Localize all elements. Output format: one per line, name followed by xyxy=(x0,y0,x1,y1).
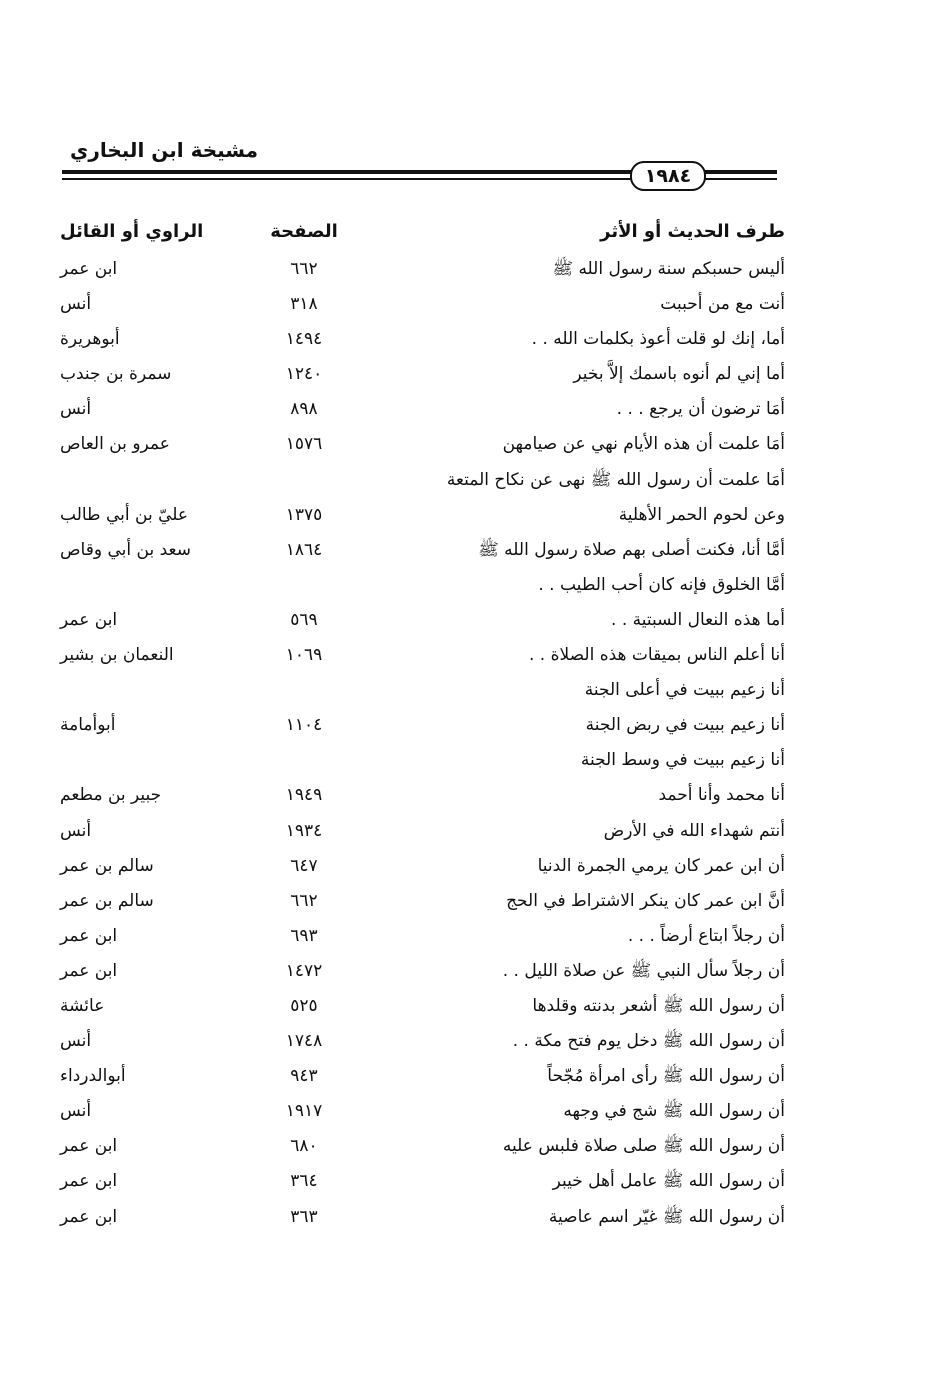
table-row xyxy=(60,1024,785,1059)
table-header-row xyxy=(60,212,785,252)
hadith-text: أما إني لم أنوه باسمك إلاَّ بخير xyxy=(573,364,785,385)
narrator-cell xyxy=(60,322,240,357)
page-number-badge: ١٩٨٤ xyxy=(630,161,706,191)
index-table xyxy=(60,212,785,1235)
hadith-text: أن رسول الله ﷺ صلى صلاة فلبس عليه xyxy=(502,1136,785,1157)
table-row xyxy=(60,357,785,392)
hadith-text: أنا محمد وأنا أحمد xyxy=(658,785,785,806)
narrator-name: عائشة xyxy=(60,995,105,1016)
hadith-text: أن ابن عمر كان يرمي الجمرة الدنيا xyxy=(537,855,785,876)
narrator-name: أبوالدرداء xyxy=(60,1066,126,1087)
narrator-name: النعمان بن بشير xyxy=(60,645,174,666)
table-row xyxy=(60,954,785,989)
narrator-cell xyxy=(60,392,240,427)
narrator-cell xyxy=(60,427,240,462)
narrator-name: أبوهريرة xyxy=(60,329,120,350)
hadith-text: أنتم شهداء الله في الأرض xyxy=(603,820,785,841)
table-row xyxy=(60,427,785,462)
narrator-name: ابن عمر xyxy=(60,1171,118,1192)
narrator-cell xyxy=(60,708,240,743)
table-row xyxy=(60,392,785,427)
hadith-text: أمَا ترضون أن يرجع . . . xyxy=(616,399,785,420)
hadith-text: أمَّا الخلوق فإنه كان أحب الطيب . . xyxy=(538,574,785,595)
hadith-text: أن رجلاً ابتاع أرضاً . . . xyxy=(627,925,785,946)
table-row xyxy=(60,743,785,778)
hadith-text: أنت مع من أحببت xyxy=(660,294,785,315)
page-ref: ١٩٣٤ xyxy=(285,820,323,841)
table-row xyxy=(60,814,785,849)
narrator-name: ابن عمر xyxy=(60,960,118,981)
table-row xyxy=(60,708,785,743)
page-ref: ٣١٨ xyxy=(290,294,318,315)
header-rule-thin xyxy=(62,178,632,180)
table-row xyxy=(60,603,785,638)
narrator-cell xyxy=(60,1059,240,1094)
table-row xyxy=(60,252,785,287)
header-rule-right-thin xyxy=(699,178,777,180)
hadith-text: أنا زعيم ببيت في أعلى الجنة xyxy=(584,680,785,701)
page-ref: ٣٦٤ xyxy=(290,1171,318,1192)
narrator-cell xyxy=(60,1094,240,1129)
page-ref: ٥٦٩ xyxy=(290,609,318,630)
hadith-text: أنا زعيم ببيت في وسط الجنة xyxy=(580,750,785,771)
table-row xyxy=(60,1094,785,1129)
narrator-cell xyxy=(60,533,240,568)
hadith-text: أن رسول الله ﷺ دخل يوم فتح مكة . . xyxy=(512,1031,785,1052)
narrator-cell xyxy=(60,954,240,989)
page-header xyxy=(62,128,777,188)
narrator-cell xyxy=(60,1200,240,1235)
narrator-name: سعد بن أبي وقاص xyxy=(60,539,191,560)
table-row xyxy=(60,989,785,1024)
page-ref: ٦٩٣ xyxy=(290,925,318,946)
page-ref: ١٩٤٩ xyxy=(285,785,323,806)
page-ref: ٥٢٥ xyxy=(290,995,318,1016)
table-row xyxy=(60,322,785,357)
table-row xyxy=(60,778,785,813)
page-ref: ١٤٩٤ xyxy=(285,329,323,350)
narrator-cell xyxy=(60,357,240,392)
page-ref: ١٨٦٤ xyxy=(285,539,323,560)
narrator-cell xyxy=(60,603,240,638)
page-ref: ٩٤٣ xyxy=(290,1066,318,1087)
table-row xyxy=(60,638,785,673)
column-header-narrator xyxy=(60,212,240,252)
narrator-name: أنس xyxy=(60,294,92,315)
narrator-cell xyxy=(60,814,240,849)
narrator-name: ابن عمر xyxy=(60,609,118,630)
table-row xyxy=(60,884,785,919)
narrator-cell xyxy=(60,1024,240,1059)
hadith-text: أمَا علمت أن رسول الله ﷺ نهى عن نكاح المتعة xyxy=(446,469,785,490)
book-title: مشيخة ابن البخاري xyxy=(70,138,259,162)
narrator-name: أنس xyxy=(60,1101,92,1122)
narrator-name: عمرو بن العاص xyxy=(60,434,170,455)
page-ref: ١٣٧٥ xyxy=(285,504,323,525)
narrator-cell xyxy=(60,743,240,778)
table-row xyxy=(60,1059,785,1094)
column-header-narrator-text: الراوي أو القائل xyxy=(60,221,204,242)
hadith-text: أمَا علمت أن هذه الأيام نهي عن صيامهن xyxy=(502,434,785,455)
hadith-text: أنَّ ابن عمر كان ينكر الاشتراط في الحج xyxy=(506,890,785,911)
page-ref: ٦٤٧ xyxy=(290,855,318,876)
narrator-name: أنس xyxy=(60,399,92,420)
narrator-name: ابن عمر xyxy=(60,1136,118,1157)
hadith-text: أنا زعيم ببيت في ربض الجنة xyxy=(585,715,785,736)
hadith-text: أن رسول الله ﷺ أشعر بدنته وقلدها xyxy=(532,995,785,1016)
narrator-name: ابن عمر xyxy=(60,259,118,279)
table-row xyxy=(60,463,785,498)
narrator-cell xyxy=(60,1164,240,1199)
table-row xyxy=(60,919,785,954)
page-ref: ١١٠٤ xyxy=(285,715,323,736)
page-ref: ١٢٤٠ xyxy=(285,364,323,385)
narrator-name: سالم بن عمر xyxy=(60,855,154,876)
column-header-page: الصفحة xyxy=(270,221,338,242)
narrator-name: أنس xyxy=(60,1031,92,1052)
page-ref: ١٠٦٩ xyxy=(285,645,323,666)
table-row xyxy=(60,533,785,568)
table-row xyxy=(60,673,785,708)
hadith-text: أليس حسبكم سنة رسول الله ﷺ xyxy=(552,259,785,279)
page-ref: ٨٩٨ xyxy=(290,399,318,420)
table-row xyxy=(60,1129,785,1164)
narrator-cell xyxy=(60,638,240,673)
page-ref: ٦٦٢ xyxy=(290,890,318,911)
narrator-name: ابن عمر xyxy=(60,1206,118,1227)
hadith-text: أن رجلاً سأل النبي ﷺ عن صلاة الليل . . xyxy=(502,960,785,981)
narrator-cell xyxy=(60,1129,240,1164)
table-row xyxy=(60,849,785,884)
narrator-cell xyxy=(60,252,240,287)
column-header-hadith: طرف الحديث أو الأثر xyxy=(600,221,785,242)
hadith-text: أن رسول الله ﷺ رأى امرأة مُجّحاً xyxy=(547,1066,785,1087)
page-ref: ١٩١٧ xyxy=(285,1101,323,1122)
narrator-cell xyxy=(60,673,240,708)
narrator-name: ابن عمر xyxy=(60,925,118,946)
narrator-cell xyxy=(60,778,240,813)
page-ref: ١٤٧٢ xyxy=(285,960,323,981)
narrator-name: سالم بن عمر xyxy=(60,890,154,911)
page-ref: ١٧٤٨ xyxy=(285,1031,323,1052)
narrator-cell xyxy=(60,287,240,322)
hadith-text: أن رسول الله ﷺ عامل أهل خيبر xyxy=(552,1171,785,1192)
hadith-text: أمَّا أنا، فكنت أصلى بهم صلاة رسول الله ﷺ xyxy=(478,539,785,560)
table-row xyxy=(60,287,785,322)
page-ref: ٦٦٢ xyxy=(290,259,318,279)
narrator-name: أنس xyxy=(60,820,92,841)
hadith-text: أما، إنك لو قلت أعوذ بكلمات الله . . xyxy=(531,329,785,350)
narrator-cell xyxy=(60,884,240,919)
narrator-cell xyxy=(60,463,240,498)
narrator-name: أبوأمامة xyxy=(60,715,116,736)
hadith-text: أما هذه النعال السبتية . . xyxy=(611,609,785,630)
table-row xyxy=(60,498,785,533)
page-ref: ٦٨٠ xyxy=(290,1136,318,1157)
narrator-name: سمرة بن جندب xyxy=(60,364,172,385)
hadith-text: أن رسول الله ﷺ غيّر اسم عاصية xyxy=(548,1206,785,1227)
header-rule-right-thick xyxy=(699,170,777,174)
narrator-name: جبير بن مطعم xyxy=(60,785,162,806)
hadith-text: أن رسول الله ﷺ شج في وجهه xyxy=(563,1101,785,1122)
page-ref: ١٥٧٦ xyxy=(285,434,323,455)
narrator-cell xyxy=(60,989,240,1024)
narrator-cell xyxy=(60,498,240,533)
narrator-cell xyxy=(60,568,240,603)
narrator-name: عليّ بن أبي طالب xyxy=(60,504,189,525)
hadith-text: وعن لحوم الحمر الأهلية xyxy=(618,504,785,525)
table-row xyxy=(60,568,785,603)
table-row xyxy=(60,1164,785,1199)
table-row xyxy=(60,1200,785,1235)
narrator-cell xyxy=(60,919,240,954)
narrator-cell xyxy=(60,849,240,884)
hadith-text: أنا أعلم الناس بميقات هذه الصلاة . . xyxy=(528,645,785,666)
page-ref: ٣٦٣ xyxy=(290,1206,318,1227)
header-rule-thick xyxy=(62,170,632,174)
